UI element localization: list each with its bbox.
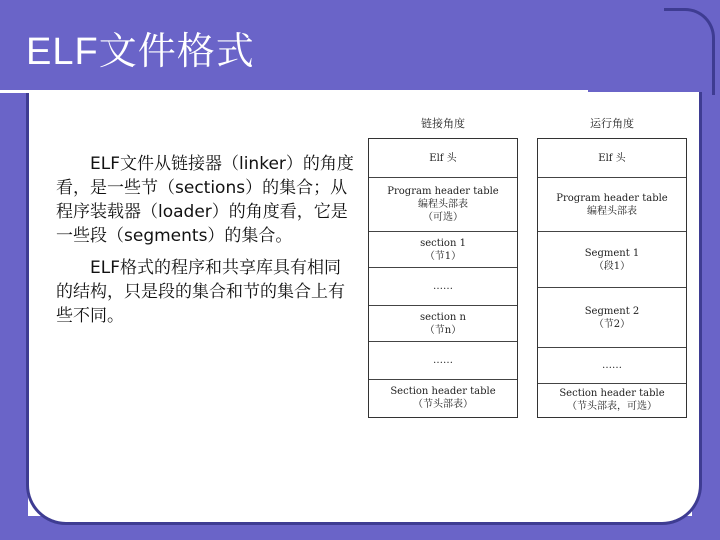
execution-view-header: 运行角度 <box>590 117 634 130</box>
execution_view-cell-5-line-1: …… <box>602 360 622 371</box>
execution-view-column <box>537 138 687 418</box>
linking_view-cell-7-line-2: （节头部表） <box>413 399 473 410</box>
execution_view-cell-3-line-1: Segment 1 <box>584 247 640 259</box>
body-text <box>56 152 356 336</box>
linking_view-cell-3-line-2: （节1） <box>424 250 462 262</box>
corner-arc-decoration <box>664 8 715 95</box>
execution_view-cell-4-line-1: Segment 2 <box>584 305 640 317</box>
linking_view-cell-2 <box>369 177 517 231</box>
execution_view-cell-4 <box>538 287 686 347</box>
paragraph-elf-structure: ELF格式的程序和共享库具有相同的结构，只是段的集合和节的集合上有些不同。 <box>56 258 345 326</box>
linking_view-cell-6 <box>369 341 517 379</box>
linking_view-cell-4 <box>369 267 517 305</box>
linking_view-cell-5 <box>369 305 517 341</box>
execution_view-cell-6-line-2: （节头部表，可选） <box>567 401 657 412</box>
linking_view-cell-2-line-1: Program header table <box>387 186 499 197</box>
linking_view-cell-5-line-1: section n <box>420 311 466 323</box>
execution_view-cell-1-line-1: Elf 头 <box>598 152 626 164</box>
paragraph-linker-loader: ELF文件从链接器（linker）的角度看，是一些节（sections）的集合；从程序装载器（loader）的角度看，它是一些段（segments）的集合。 <box>56 154 354 246</box>
title-underline <box>0 90 588 93</box>
linking_view-cell-6-line-1: …… <box>433 355 453 366</box>
execution_view-cell-2-line-2: 编程头部表 <box>587 205 637 217</box>
execution_view-cell-1 <box>538 139 686 177</box>
execution_view-cell-6 <box>538 383 686 416</box>
execution_view-cell-3 <box>538 231 686 287</box>
linking_view-cell-2-line-2: 编程头部表 <box>418 199 468 210</box>
execution_view-cell-2-line-1: Program header table <box>556 192 668 204</box>
linking_view-cell-1 <box>369 139 517 177</box>
linking_view-cell-3-line-1: section 1 <box>420 237 466 249</box>
linking_view-cell-7 <box>369 379 517 416</box>
linking_view-cell-4-line-1: …… <box>433 281 453 292</box>
execution_view-cell-5 <box>538 347 686 383</box>
execution_view-cell-3-line-2: （段1） <box>593 260 631 272</box>
linking_view-cell-1-line-1: Elf 头 <box>429 152 457 164</box>
left-frame <box>0 0 28 540</box>
linking_view-cell-2-line-3: （可选） <box>423 212 463 223</box>
execution_view-cell-6-line-1: Section header table <box>559 388 665 399</box>
linking_view-cell-7-line-1: Section header table <box>390 386 496 397</box>
linking-view-header: 链接角度 <box>421 117 465 130</box>
slide-title: ELF文件格式 <box>26 31 255 73</box>
linking_view-cell-3 <box>369 231 517 267</box>
execution_view-cell-4-line-2: （节2） <box>593 318 631 330</box>
execution_view-cell-2 <box>538 177 686 231</box>
linking_view-cell-5-line-2: （节n） <box>424 324 462 336</box>
linking-view-column <box>368 138 518 418</box>
